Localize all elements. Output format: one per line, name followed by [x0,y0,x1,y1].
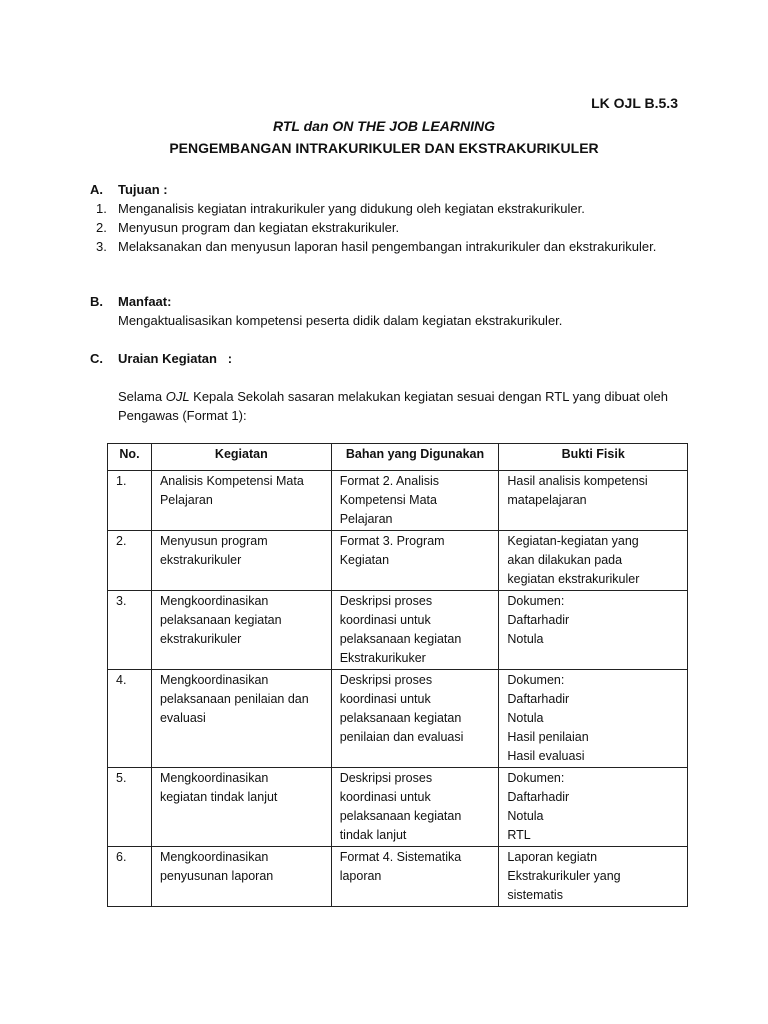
cell-bukti [499,471,688,531]
intro-text-end: Kepala Sekolah sasaran melakukan kegiatan sesuai dengan RTL yang dibuat oleh Pengawas (Format 1): [118,389,672,423]
cell-line: penyusunan laporan [159,869,274,883]
cell-line: pelaksanaan kegiatan [339,632,462,646]
document-title: RTL dan ON THE JOB LEARNING [273,118,495,134]
cell-bahan [331,670,499,768]
cell-line: Notula [507,632,544,646]
header-bahan: Bahan yang Digunakan [331,444,499,471]
table-row [108,768,688,847]
cell-no: 2. [108,531,152,591]
cell-line: pelaksanaan kegiatan [339,711,462,725]
cell-line: Kompetensi Mata [339,493,437,507]
cell-line: Pelajaran [159,493,213,507]
item-number: 2. [96,220,107,235]
cell-line: Daftarhadir [507,613,570,627]
section-manfaat [90,292,680,330]
intro-italic-ojl: OJL [165,389,190,404]
cell-line: Mengkoordinasikan [159,771,269,785]
cell-line: Format 2. Analisis [339,474,440,488]
cell-bahan [331,591,499,670]
table-row [108,847,688,907]
cell-bahan [331,768,499,847]
cell-line: Mengkoordinasikan [159,594,269,608]
cell-line: akan dilakukan pada [507,553,623,567]
section-letter: C. [90,351,103,366]
cell-line: Deskripsi proses [339,594,433,608]
cell-line: Hasil penilaian [507,730,589,744]
cell-line: RTL [507,828,531,842]
cell-line: Dokumen: [507,771,565,785]
item-text: Menganalisis kegiatan intrakurikuler yang didukung oleh kegiatan ekstrakurikuler. [118,201,585,216]
cell-line: penilaian dan evaluasi [339,730,464,744]
cell-line: Deskripsi proses [339,771,433,785]
cell-line: koordinasi untuk [339,613,431,627]
table-row [108,591,688,670]
header-no: No. [108,444,152,471]
cell-line: Format 4. Sistematika [339,850,462,864]
section-letter: A. [90,182,103,197]
cell-no: 5. [108,768,152,847]
header-kegiatan: Kegiatan [151,444,331,471]
list-item [90,199,680,218]
cell-line: kegiatan ekstrakurikuler [507,572,640,586]
cell-line: Analisis Kompetensi Mata [159,474,304,488]
cell-bahan [331,471,499,531]
cell-line: koordinasi untuk [339,790,431,804]
cell-line: Mengkoordinasikan [159,850,269,864]
cell-line: Format 3. Program [339,534,445,548]
cell-line: Hasil evaluasi [507,749,585,763]
cell-line: Daftarhadir [507,692,570,706]
cell-line: Dokumen: [507,673,565,687]
section-uraian-kegiatan [90,349,680,425]
section-tujuan [90,180,680,256]
section-letter: B. [90,294,103,309]
cell-line: pelaksanaan penilaian dan [159,692,309,706]
cell-line: Daftarhadir [507,790,570,804]
cell-line: pelaksanaan kegiatan [159,613,282,627]
section-heading [90,180,680,199]
cell-bahan [331,847,499,907]
section-heading [90,292,680,311]
table-row [108,531,688,591]
cell-line: Notula [507,809,544,823]
cell-line: Kegiatan-kegiatan yang [507,534,639,548]
cell-kegiatan [151,670,331,768]
cell-kegiatan [151,471,331,531]
section-title: Manfaat: [118,294,172,309]
cell-no: 3. [108,591,152,670]
table-header-row [108,444,688,471]
cell-line: Kegiatan [339,553,390,567]
cell-line: ekstrakurikuler [159,632,242,646]
cell-line: pelaksanaan kegiatan [339,809,462,823]
cell-line: Laporan kegiatn [507,850,598,864]
cell-line: Ekstrakurikuker [339,651,426,665]
section-title: Uraian Kegiatan : [118,351,233,366]
cell-line: ekstrakurikuler [159,553,242,567]
cell-line: Deskripsi proses [339,673,433,687]
section-heading [90,349,680,368]
cell-line: tindak lanjut [339,828,407,842]
cell-line: sistematis [507,888,563,902]
cell-line: Menyusun program [159,534,268,548]
cell-line: evaluasi [159,711,206,725]
cell-kegiatan [151,847,331,907]
table-row [108,670,688,768]
cell-line: kegiatan tindak lanjut [159,790,278,804]
cell-no: 6. [108,847,152,907]
cell-bukti [499,670,688,768]
cell-bukti [499,591,688,670]
kegiatan-table [107,443,688,907]
cell-no: 1. [108,471,152,531]
cell-bukti [499,768,688,847]
item-text: Menyusun program dan kegiatan ekstrakurikuler. [118,220,400,235]
cell-line: Hasil analisis kompetensi [507,474,648,488]
doc-code: LK OJL B.5.3 [591,95,678,111]
cell-no: 4. [108,670,152,768]
tujuan-list [90,199,680,256]
cell-kegiatan [151,531,331,591]
cell-bahan [331,531,499,591]
cell-line: Ekstrakurikuler yang [507,869,621,883]
list-item [90,218,680,237]
item-number: 3. [96,239,107,254]
cell-line: laporan [339,869,382,883]
cell-bukti [499,531,688,591]
cell-line: matapelajaran [507,493,587,507]
section-title: Tujuan : [118,182,168,197]
cell-line: Dokumen: [507,594,565,608]
cell-kegiatan [151,591,331,670]
cell-line: Pelajaran [339,512,393,526]
uraian-intro [118,387,680,425]
cell-line: koordinasi untuk [339,692,431,706]
item-number: 1. [96,201,107,216]
list-item [90,237,680,256]
table-body [108,471,688,907]
header-bukti: Bukti Fisik [499,444,688,471]
table-row [108,471,688,531]
document-subtitle: PENGEMBANGAN INTRAKURIKULER DAN EKSTRAKURIKULER [169,140,599,156]
cell-line: Mengkoordinasikan [159,673,269,687]
cell-kegiatan [151,768,331,847]
cell-bukti [499,847,688,907]
intro-text-start: Selama [118,389,166,404]
item-text: Melaksanakan dan menyusun laporan hasil pengembangan intrakurikuler dan ekstrakurikuler. [118,239,657,254]
cell-line: Notula [507,711,544,725]
manfaat-text: Mengaktualisasikan kompetensi peserta didik dalam kegiatan ekstrakurikuler. [118,313,563,328]
